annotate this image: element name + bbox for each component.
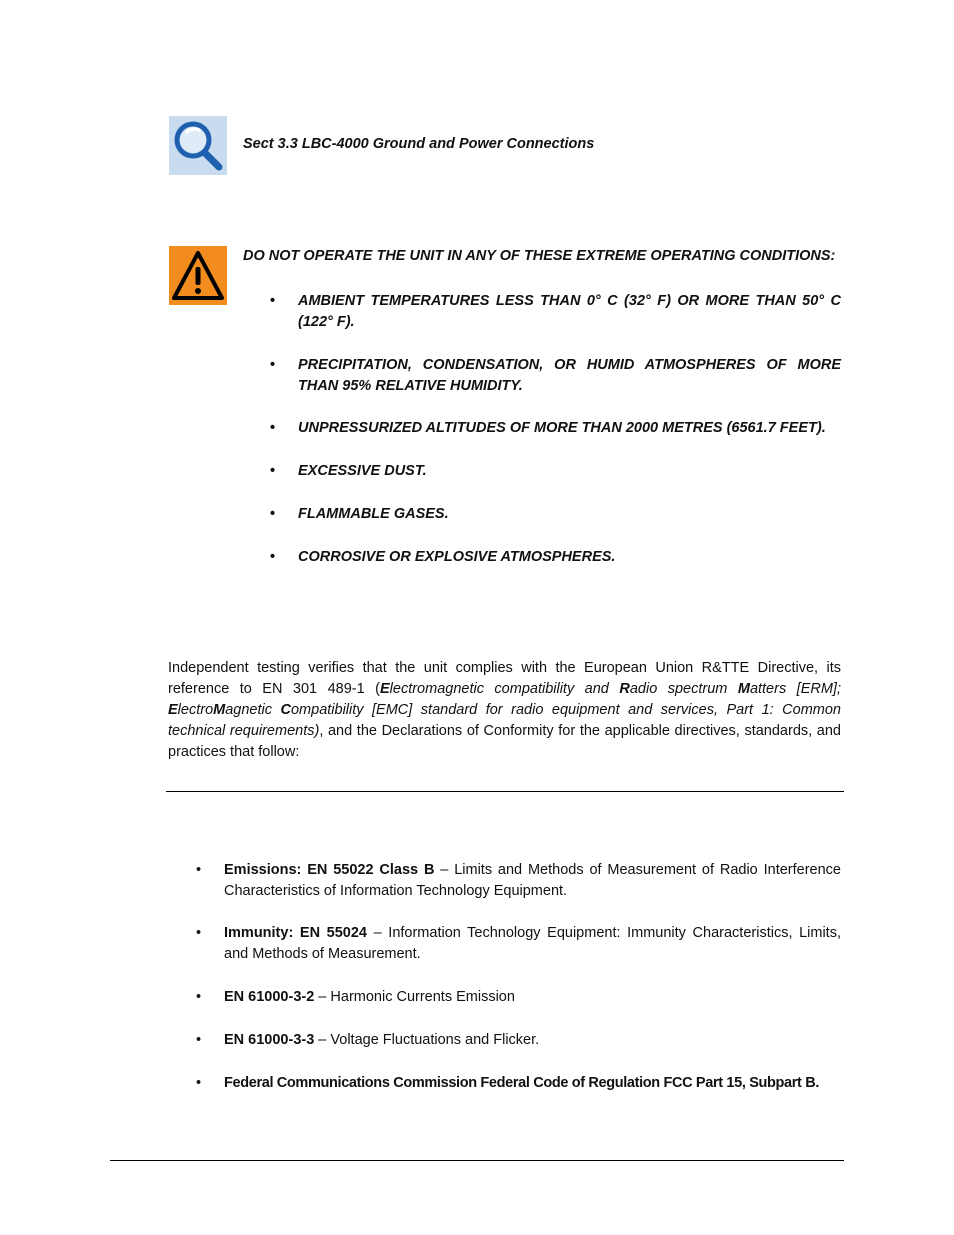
- standard-name: Immunity: EN 55024: [224, 925, 367, 941]
- bullet: •: [196, 925, 202, 941]
- standard-item: [196, 987, 841, 1008]
- paragraph-italic: ompatibility [EMC] standard for radio equipment and services, Part 1: Common technical requirements): [168, 702, 841, 739]
- warning-item: [270, 291, 841, 333]
- paragraph-emphasis: E: [379, 681, 390, 697]
- warning-heading: DO NOT OPERATE THE UNIT IN ANY OF THESE EXTREME OPERATING CONDITIONS:: [243, 248, 836, 264]
- bullet: •: [270, 357, 276, 373]
- warning-item: [270, 355, 841, 397]
- standard-item: [196, 860, 841, 902]
- footer-divider: [110, 1160, 844, 1161]
- paragraph-text: Independent testing verifies that the unit complies with the European Union R&TTE Directive, its reference to EN 301 489-1 (: [168, 660, 841, 697]
- standard-name: Federal Communications Commission Federal Code of Regulation FCC Part 15, Subpart B.: [224, 1075, 819, 1091]
- warning-item-text: PRECIPITATION, CONDENSATION, OR HUMID ATMOSPHERES OF MORE THAN 95% RELATIVE HUMIDITY.: [298, 357, 841, 394]
- bullet: •: [270, 293, 276, 309]
- paragraph-italic: agnetic: [225, 702, 281, 718]
- bullet: •: [196, 1075, 202, 1091]
- bullet: •: [270, 420, 276, 436]
- standard-item: [196, 923, 841, 965]
- compliance-paragraph: [168, 658, 841, 763]
- paragraph-italic: lectromagnetic compatibility and: [389, 681, 620, 697]
- bullet: •: [270, 506, 276, 522]
- standard-description: – Limits and Methods of Measurement of Radio Interference Characteristics of Information Technology Equipment.: [224, 862, 841, 899]
- warning-item: [270, 461, 841, 482]
- bullet: •: [270, 463, 276, 479]
- paragraph-emphasis: E: [168, 702, 178, 718]
- paragraph-italic: atters [ERM];: [749, 681, 841, 697]
- bullet: •: [270, 549, 276, 565]
- paragraph-text: , and the Declarations of Conformity for the applicable directives, standards, and practices that follow:: [168, 723, 841, 760]
- warning-item-text: FLAMMABLE GASES.: [298, 506, 449, 522]
- paragraph-italic: adio spectrum: [629, 681, 738, 697]
- warning-item-text: EXCESSIVE DUST.: [298, 463, 427, 479]
- standard-description: – Information Technology Equipment: Immunity Characteristics, Limits, and Methods of Measurement.: [224, 925, 841, 962]
- paragraph-emphasis: C: [280, 702, 291, 718]
- warning-item-text: UNPRESSURIZED ALTITUDES OF MORE THAN 2000 METRES (6561.7 FEET).: [298, 420, 826, 436]
- warning-item-text: CORROSIVE OR EXPLOSIVE ATMOSPHERES.: [298, 549, 616, 565]
- paragraph-emphasis: M: [213, 702, 226, 718]
- standard-description: – Voltage Fluctuations and Flicker.: [314, 1032, 540, 1048]
- standard-description: – Harmonic Currents Emission: [314, 989, 515, 1005]
- bullet: •: [196, 989, 202, 1005]
- standard-name: EN 61000-3-2: [224, 989, 315, 1005]
- warning-item: [270, 418, 841, 439]
- section-divider: [166, 791, 844, 792]
- bullet: •: [196, 1032, 202, 1048]
- warning-item: [270, 547, 841, 568]
- warning-item: [270, 504, 841, 525]
- standard-name: EN 61000-3-3: [224, 1032, 315, 1048]
- paragraph-italic: lectro: [177, 702, 214, 718]
- bullet: •: [196, 862, 202, 878]
- warning-icon: [169, 246, 227, 305]
- standard-name: Emissions: EN 55022 Class B: [224, 862, 435, 878]
- paragraph-emphasis: R: [619, 681, 630, 697]
- magnifier-icon: [169, 116, 227, 175]
- paragraph-emphasis: M: [737, 681, 750, 697]
- note-reference-text: Sect 3.3 LBC-4000 Ground and Power Connections: [243, 136, 595, 152]
- warning-item-text: AMBIENT TEMPERATURES LESS THAN 0° C (32° F) OR MORE THAN 50° C (122° F).: [298, 293, 841, 330]
- standard-item: [196, 1030, 841, 1051]
- standard-item: [196, 1073, 841, 1094]
